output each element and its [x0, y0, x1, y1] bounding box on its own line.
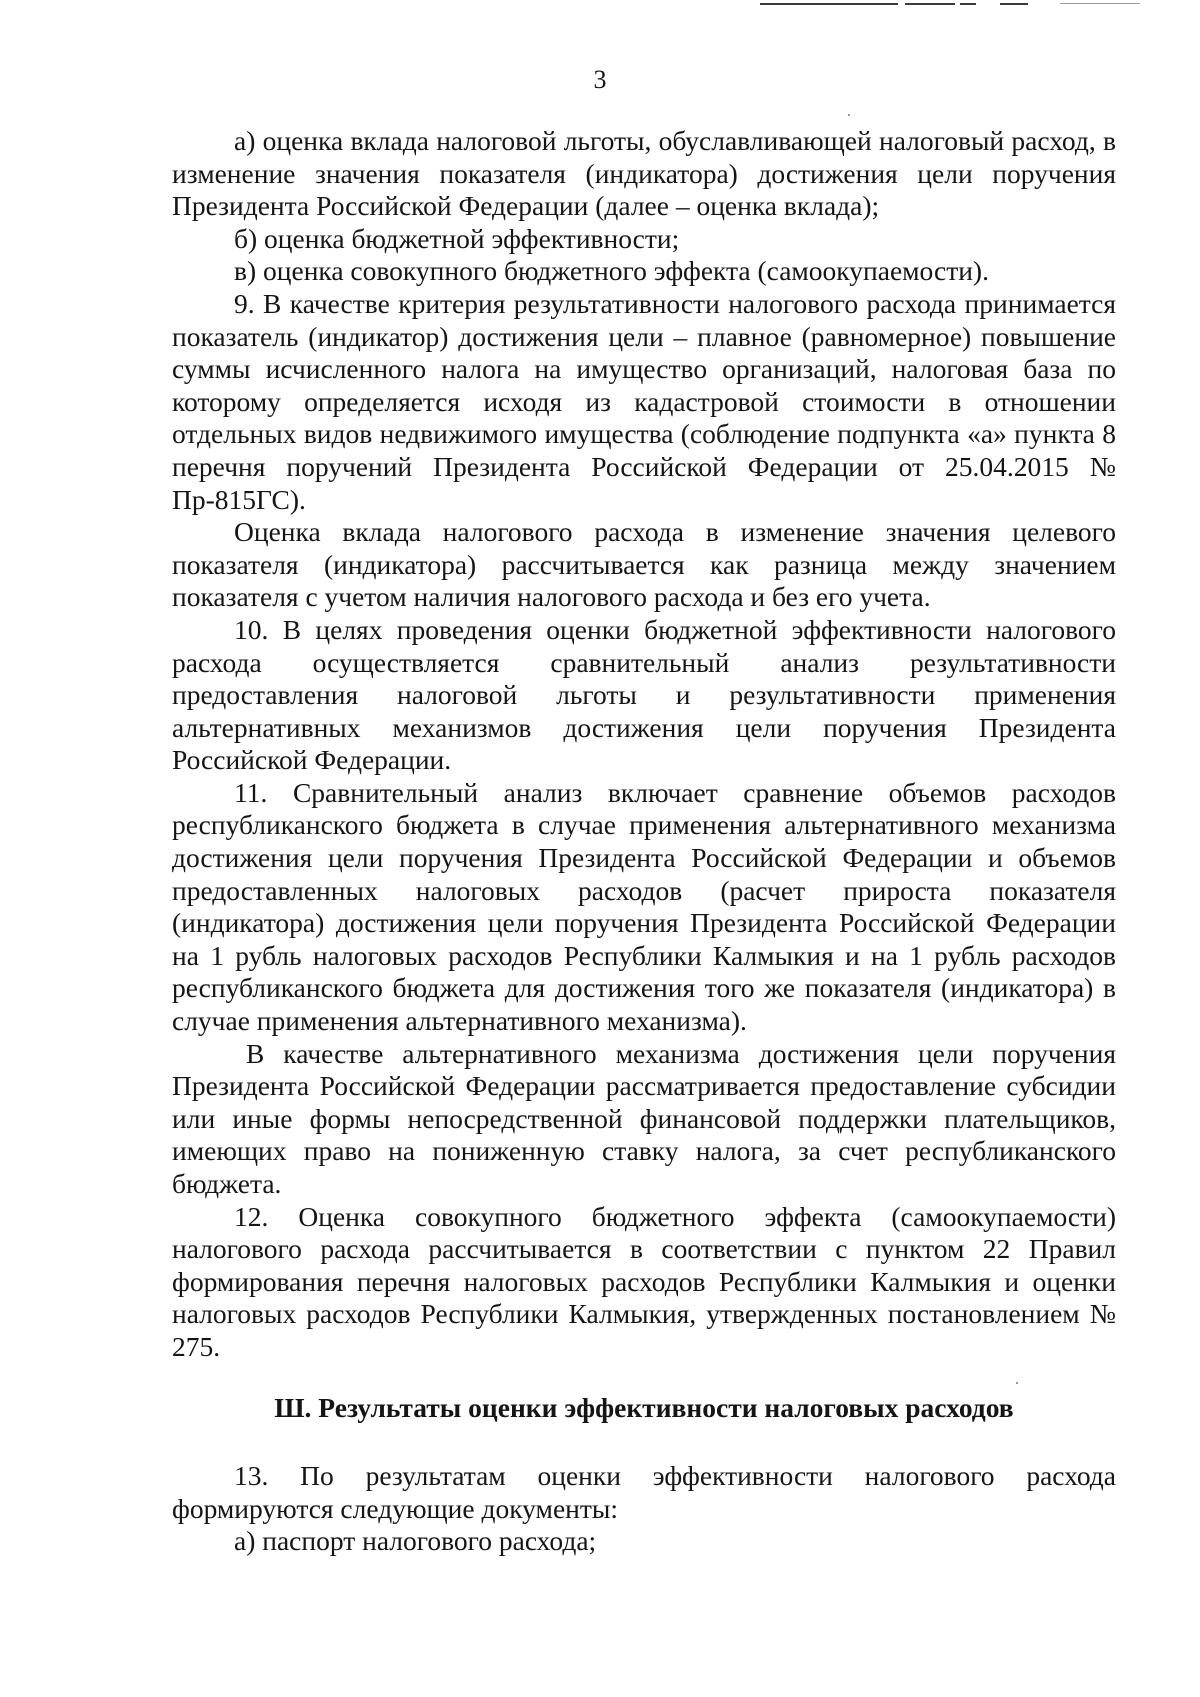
page-number: 3 — [593, 65, 607, 94]
scan-artifact-line — [1060, 3, 1140, 4]
scan-artifact-line — [760, 3, 898, 5]
paragraph-9: 9. В качестве критерия результативности налогового расхода принимается показатель (индикатор) достижения цели – плавное (равномерное) повышение суммы исчисленного налога на имущество организаций, налоговая база по которому определяется исходя из кадастровой стоимости в отношении отдельных видов недвижимого имущества (соблюдение подпункта «а» пункта 8 перечня поручений Президента Российской Федерации от 25.04.2015 № Пр-815ГС). — [172, 287, 1116, 515]
body-text — [172, 125, 1116, 1364]
paragraph-8a: а) оценка вклада налоговой льготы, обуславливающей налоговый расход, в изменение значения показателя (индикатора) достижения цели поручения Президента Российской Федерации (далее – оценка вклада); — [172, 125, 1116, 222]
paragraph-8b: б) оценка бюджетной эффективности; — [234, 222, 680, 254]
section-body-text — [172, 1460, 1116, 1558]
scan-artifact-line — [905, 3, 955, 5]
paragraph-13: 13. По результатам оценки эффективности налогового расхода формируются следующие документы: — [172, 1460, 1116, 1524]
paragraph-9-contribution: Оценка вклада налогового расхода в изменение значения целевого показателя (индикатора) рассчитывается как разница между значением показателя с учетом наличия налогового расхода и без его учета. — [172, 516, 1116, 613]
scan-speck — [1016, 1382, 1018, 1384]
scan-artifact-line — [960, 3, 976, 5]
paragraph-11: 11. Сравнительный анализ включает сравнение объемов расходов республиканского бюджета в случае применения альтернативного механизма достижения цели поручения Президента Российской Федерации и объемов предоставленных налоговых расходов (расчет прироста показателя (индикатора) достижения цели поручения Президента Российской Федерации на 1 рубль налоговых расходов Республики Калмыкия и на 1 рубль расходов республиканского бюджета для достижения того же показателя (индикатора) в случае применения альтернативного механизма). — [172, 776, 1116, 1037]
paragraph-13a: а) паспорт налогового расхода; — [234, 1525, 597, 1557]
paragraph-11-alternative: В качестве альтернативного механизма достижения цели поручения Президента Российской Федерации рассматривается предоставление субсидии или иные формы непосредственной финансовой поддержки плательщиков, имеющих право на пониженную ставку налога, за счет республиканского бюджета. — [172, 1037, 1116, 1199]
scan-speck — [848, 114, 850, 116]
scan-artifact-line — [1000, 3, 1028, 5]
paragraph-8c: в) оценка совокупного бюджетного эффекта (самоокупаемости). — [234, 255, 989, 287]
paragraph-10: 10. В целях проведения оценки бюджетной эффективности налогового расхода осуществляется сравнительный анализ результативности предоставления налоговой льготы и результативности применения альтернативных механизмов достижения цели поручения Президента Российской Федерации. — [172, 613, 1116, 776]
paragraph-12: 12. Оценка совокупного бюджетного эффекта (самоокупаемости) налогового расхода рассчитывается в соответствии с пунктом 22 Правил формирования перечня налоговых расходов Республики Калмыкия и оценки налоговых расходов Республики Калмыкия, утвержденных постановлением № 275. — [172, 1200, 1116, 1362]
section-heading: Ш. Результаты оценки эффективности налоговых расходов — [274, 1392, 1014, 1423]
